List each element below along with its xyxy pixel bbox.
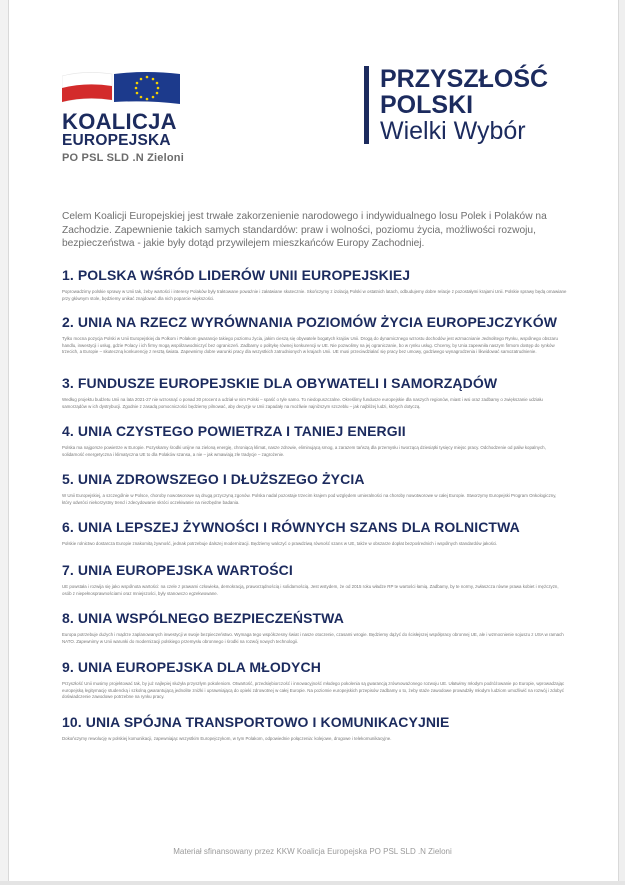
section-6 xyxy=(62,519,567,548)
section-3 xyxy=(62,375,567,410)
section-title: 7. UNIA EUROPEJSKA WARTOŚCI xyxy=(62,562,293,578)
section-body: Polska ma najgorsze powietrze w Europie. Pozyskamy środki unijne na zieloną energię, chroniącą klimat, nasze zdrowie, eliminującą smog, a zarazem tańszą dla przemysłu i tworzącą dziesiątki tysięcy miejsc pracy. Odchodzenie od paliw kopalnych, solidarność energetyczna i klimatyczna UE to dla Polaków szansa, a nie – jak wmawiają złe tradycje – zagrożenie. xyxy=(62,445,546,457)
section-title: 2. UNIA NA RZECZ WYRÓWNANIA POZIOMÓW ŻYCIA EUROPEJCZYKÓW xyxy=(62,314,558,330)
logo-parties: PO PSL SLD .N Zieloni xyxy=(62,152,184,164)
section-title: 6. UNIA LEPSZEJ ŻYWNOŚCI I RÓWNYCH SZANS DLA ROLNICTWA xyxy=(62,519,520,535)
section-body: Według projektu budżetu Unii na lata 2021-27 nie wzrosnąć o ponad 30 procent a udział w nim Polski – spaść o tyle samo. To niedopuszczalne. Określimy fundusze europejskie dla naszych regionów, miast i wsi oraz zadbamy o zwiększanie udziału samorządów w ich dystrybucji. Zgodnie z zasadą pomocniczości będziemy pilnować, aby decyzje w Unii zapadały na możliwie najniższym szczeblu – jak najbliżej ludzi, których dotyczą. xyxy=(62,397,543,409)
section-2 xyxy=(62,314,567,356)
section-title: 9. UNIA EUROPEJSKA DLA MŁODYCH xyxy=(62,659,321,675)
section-10 xyxy=(62,714,567,743)
section-title: 4. UNIA CZYSTEGO POWIETRZA I TANIEJ ENERGII xyxy=(62,423,406,439)
section-8 xyxy=(62,610,567,645)
party-logo xyxy=(62,70,192,170)
intro-paragraph: Celem Koalicji Europejskiej jest trwałe zakorzenienie narodowego i indywidualnego losu Polek i Polaków na Zachodzie. Zapewnienie takich samych standardów: praw i wolności, poziomu życia, możliwości rozwoju, bezpieczeństwa - jakie były dotąd przywilejem mieszkańców Europy Zachodniej. xyxy=(62,211,547,249)
page-edge-right xyxy=(618,0,625,885)
section-body: W Unii Europejskiej, a szczególnie w Polsce, choroby nowotworowe są drugą przyczyną zgonów. Polska nadal pozostaje trzecim krajem pod względem umieralności na choroby nowotworowe w całej Europie. Stworzymy Europejski Program Onkologiczny, który odwróci niekorzystny trend i zdecydowanie skróci oczekiwanie na niezbędne badania. xyxy=(62,493,557,505)
section-title: 10. UNIA SPÓJNA TRANSPORTOWO I KOMUNIKACYJNIE xyxy=(62,714,450,730)
section-9 xyxy=(62,659,567,701)
section-body: Tylko mocna pozycja Polski w Unii Europejskiej da Polkom i Polakom gwarancje takiego poziomu życia, jakim cieszą się obywatele bogatych krajów Unii. Drogą do dynamicznego wzrostu dochodów jest wzmacnianie Jednolitego Rynku, wspólnego obszaru handlu, inwestycji i usług, gdzie Polacy i ich firmy mogą współzawodniczyć bez ograniczeń. Zadbamy o politykę równej konkurencji w UE. Nie pozwolimy na jej ograniczanie, bo w rynku usług. Chcemy, by Unia zapewniła naszym firmom dostęp do rynków trzecich, a Europie – skuteczną konkurencję z resztą świata. Zapewnimy dobre warunki pracy dla wszystkich zatrudnionych w krajach Unii. UE musi przeciwdziałać się pracy bez umowy, godziwego wynagrodzenia i likwidować samozatrudnienie. xyxy=(62,336,558,355)
section-body: Europa potrzebuje dużych i mądrze zaplanowanych inwestycji w swoje bezpieczeństwo. Wymaga tego współczesny świat i nasze otoczenie, czasami wrogie. Będziemy dążyć do ścisłejszej współpracy obronnej UE, ale i wzmocnienie sojuszu z USA w ramach NATO. Zapewnimy w Unii warunki do modernizacji polskiego przemysłu obronnego i środki na rozwój nowych technologii. xyxy=(62,632,564,644)
page-edge-left xyxy=(0,0,9,885)
section-title: 1. POLSKA WŚRÓD LIDERÓW UNII EUROPEJSKIEJ xyxy=(62,267,411,283)
section-body: Dokończymy rewolucję w polskiej komunikacji, zapewniając wszystkim Europejczykom, w tym Polakom, odpowiednie połączenia: kolejowe, drogowe i telekomunikacyjne. xyxy=(62,736,392,741)
section-title: 5. UNIA ZDROWSZEGO I DŁUŻSZEGO ŻYCIA xyxy=(62,471,365,487)
section-body: Polskie rolnictwo dostarcza Europie znakomitą żywność, jednak potrzebuje dalszej modernizacji. Będziemy walczyć o prawdziwą równość szans w UE, także w obszarze dopłat bezpośrednich i wspólnych standardów jakości. xyxy=(62,541,498,546)
logo-name-line2: EUROPEJSKA xyxy=(62,132,171,149)
section-1 xyxy=(62,267,567,302)
title-line3: Wielki Wybór xyxy=(380,117,526,145)
title-line1: PRZYSZŁOŚĆ xyxy=(380,65,549,93)
section-title: 3. FUNDUSZE EUROPEJSKIE DLA OBYWATELI I SAMORZĄDÓW xyxy=(62,375,498,391)
section-4 xyxy=(62,423,567,458)
section-body: UE powstała i rozwija się jako wspólnota wartości: na czele z prawami człowieka, demokracją, praworządnością i solidarnością. Jest wstydem, że od 2015 roku władze RP te wartości łamią. Zadbamy, by te normy, zwłaszcza równe prawa kobiet i mężczyzn, osób z niepełnosprawnościami oraz mniejszości, były stanowczo egzekwowane. xyxy=(62,584,559,596)
page-edge-bottom xyxy=(0,881,625,885)
title-accent-bar xyxy=(364,66,369,144)
section-5 xyxy=(62,471,567,506)
section-body: Przyszłość Unii musimy projektować tak, by już najlepiej służyła przyszłym pokoleniom. Otwartość, przedsiębiorczość i innowacyjność młodego pokolenia są gwarancją zrównoważonego rozwoju UE. Ułatwimy młodym podróżowanie po Europie, wprowadzając europejską legitymację studencką i szkolną gwarantującą jednolite zniżki i uprawniającą do opieki zdrowotnej w całej Europie. Na poziomie europejskich przepisów zadbamy o to, żeby staże zawodowe prowadziły młodym ludziom umożliwić na rozwój i zdobyć doświadczenie zawodowe potrzebne na rynku pracy. xyxy=(62,681,565,700)
footer-note: Materiał sfinansowany przez KKW Koalicja Europejska PO PSL SLD .N Zieloni xyxy=(173,847,452,856)
section-7 xyxy=(62,562,567,597)
section-body: Poprowadzimy polskie sprawy w Unii tak, żeby wartości i interesy Polaków były traktowane poważnie i załatwiane skutecznie. Skończymy z izolacją Polski w ostatnich latach, odbudujemy dobre relacje z pozostałymi krajami Unii. Polskie sprawy będą omawiane przy głównym stole, będziemy unikać znajdować dla nich poparcie większości. xyxy=(62,289,567,301)
flag-icon xyxy=(62,70,180,106)
section-title: 8. UNIA WSPÓLNEGO BEZPIECZEŃSTWA xyxy=(62,610,344,626)
logo-name-line1: KOALICJA xyxy=(62,109,177,134)
title-line2: POLSKI xyxy=(380,91,474,119)
